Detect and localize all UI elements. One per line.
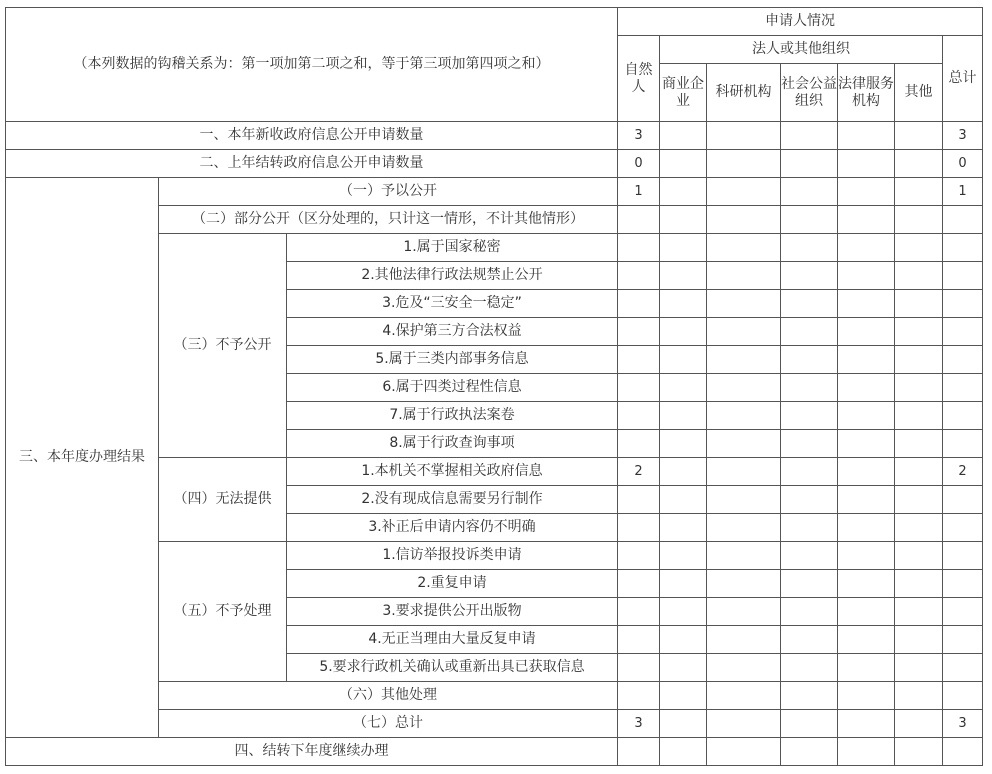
row-label: 1.属于国家秘密: [287, 234, 618, 262]
cell-business: [660, 514, 707, 542]
cell-social: [781, 598, 838, 626]
table-row: [6, 122, 983, 150]
cell-natural-person: 3: [618, 710, 660, 738]
cell-legal-service: [838, 654, 895, 682]
cell-legal-service: [838, 626, 895, 654]
cell-business: [660, 710, 707, 738]
cell-business: [660, 402, 707, 430]
cell-other: [895, 486, 943, 514]
cell-other: [895, 206, 943, 234]
cell-social: [781, 458, 838, 486]
cell-research: [707, 430, 781, 458]
cell-research: [707, 542, 781, 570]
cell-legal-service: [838, 122, 895, 150]
cell-legal-service: [838, 458, 895, 486]
group-label: （四）无法提供: [159, 458, 287, 542]
cell-other: [895, 626, 943, 654]
cell-research: [707, 710, 781, 738]
header-row-1: [6, 8, 983, 36]
cell-total: [943, 486, 983, 514]
cell-legal-service: [838, 738, 895, 766]
cell-research: [707, 598, 781, 626]
cell-legal-service: [838, 234, 895, 262]
cell-natural-person: [618, 654, 660, 682]
cell-business: [660, 430, 707, 458]
cell-social: [781, 178, 838, 206]
cell-other: [895, 654, 943, 682]
cell-natural-person: 0: [618, 150, 660, 178]
cell-legal-service: [838, 206, 895, 234]
cell-social: [781, 262, 838, 290]
cell-business: [660, 318, 707, 346]
cell-total: [943, 206, 983, 234]
cell-legal-service: [838, 374, 895, 402]
cell-social: [781, 570, 838, 598]
cell-social: [781, 654, 838, 682]
cell-legal-service: [838, 430, 895, 458]
cell-research: [707, 318, 781, 346]
cell-natural-person: [618, 570, 660, 598]
cell-total: [943, 374, 983, 402]
row-label: 2.其他法律行政法规禁止公开: [287, 262, 618, 290]
cell-total: [943, 542, 983, 570]
cell-research: [707, 150, 781, 178]
cell-legal-service: [838, 682, 895, 710]
row-label: 4.保护第三方合法权益: [287, 318, 618, 346]
cell-business: [660, 178, 707, 206]
cell-total: [943, 654, 983, 682]
cell-research: [707, 290, 781, 318]
cell-business: [660, 346, 707, 374]
row-label: 3.补正后申请内容仍不明确: [287, 514, 618, 542]
cell-research: [707, 346, 781, 374]
cell-other: [895, 682, 943, 710]
cell-natural-person: 3: [618, 122, 660, 150]
row-label: 1.本机关不掌握相关政府信息: [287, 458, 618, 486]
header-other: 其他: [895, 64, 943, 122]
row-label: 二、上年结转政府信息公开申请数量: [6, 150, 618, 178]
cell-other: [895, 150, 943, 178]
cell-research: [707, 654, 781, 682]
cell-total: 3: [943, 710, 983, 738]
cell-social: [781, 346, 838, 374]
table-row: [6, 150, 983, 178]
row-label: 一、本年新收政府信息公开申请数量: [6, 122, 618, 150]
cell-legal-service: [838, 150, 895, 178]
cell-total: [943, 626, 983, 654]
cell-other: [895, 402, 943, 430]
cell-social: [781, 402, 838, 430]
cell-other: [895, 318, 943, 346]
cell-total: [943, 430, 983, 458]
cell-social: [781, 626, 838, 654]
cell-total: 0: [943, 150, 983, 178]
disclosure-statistics-table: [5, 7, 983, 766]
header-social: 社会公益组织: [781, 64, 838, 122]
cell-research: [707, 486, 781, 514]
row-label: 7.属于行政执法案卷: [287, 402, 618, 430]
cell-natural-person: [618, 290, 660, 318]
cell-research: [707, 262, 781, 290]
cell-total: [943, 514, 983, 542]
row-label: （一）予以公开: [159, 178, 618, 206]
cell-research: [707, 458, 781, 486]
cell-legal-service: [838, 486, 895, 514]
cell-other: [895, 738, 943, 766]
cell-other: [895, 598, 943, 626]
cell-legal-service: [838, 290, 895, 318]
cell-business: [660, 542, 707, 570]
header-research: 科研机构: [707, 64, 781, 122]
cell-legal-service: [838, 178, 895, 206]
cell-research: [707, 178, 781, 206]
cell-business: [660, 626, 707, 654]
cell-business: [660, 570, 707, 598]
table-row: [6, 738, 983, 766]
cell-natural-person: [618, 682, 660, 710]
cell-other: [895, 346, 943, 374]
row-label: 5.属于三类内部事务信息: [287, 346, 618, 374]
cell-total: [943, 738, 983, 766]
cell-business: [660, 682, 707, 710]
header-applicant-situation: 申请人情况: [618, 8, 983, 36]
cell-other: [895, 458, 943, 486]
cell-natural-person: [618, 542, 660, 570]
cell-total: [943, 346, 983, 374]
cell-legal-service: [838, 570, 895, 598]
cell-legal-service: [838, 514, 895, 542]
cell-natural-person: [618, 626, 660, 654]
cell-research: [707, 206, 781, 234]
cell-research: [707, 374, 781, 402]
cell-other: [895, 122, 943, 150]
cell-legal-service: [838, 318, 895, 346]
cell-business: [660, 374, 707, 402]
cell-business: [660, 150, 707, 178]
cell-business: [660, 234, 707, 262]
cell-social: [781, 486, 838, 514]
cell-business: [660, 654, 707, 682]
cell-social: [781, 234, 838, 262]
header-natural-person: 自然人: [618, 36, 660, 122]
cell-legal-service: [838, 402, 895, 430]
cell-natural-person: 2: [618, 458, 660, 486]
cell-total: [943, 262, 983, 290]
cell-business: [660, 486, 707, 514]
cell-social: [781, 374, 838, 402]
cell-natural-person: [618, 234, 660, 262]
header-legal-service: 法律服务机构: [838, 64, 895, 122]
cell-natural-person: [618, 206, 660, 234]
cell-other: [895, 290, 943, 318]
cell-total: [943, 318, 983, 346]
row-label: 5.要求行政机关确认或重新出具已获取信息: [287, 654, 618, 682]
cell-natural-person: [618, 430, 660, 458]
cell-other: [895, 374, 943, 402]
cell-natural-person: [618, 738, 660, 766]
cell-social: [781, 514, 838, 542]
cell-social: [781, 290, 838, 318]
cell-total: 1: [943, 178, 983, 206]
cell-business: [660, 122, 707, 150]
cell-business: [660, 206, 707, 234]
header-business: 商业企业: [660, 64, 707, 122]
section-3-label: 三、本年度办理结果: [6, 178, 159, 738]
cell-natural-person: [618, 598, 660, 626]
cell-other: [895, 234, 943, 262]
row-label: 2.没有现成信息需要另行制作: [287, 486, 618, 514]
cell-total: [943, 570, 983, 598]
cell-business: [660, 458, 707, 486]
cell-business: [660, 738, 707, 766]
header-note: （本列数据的钩稽关系为：第一项加第二项之和，等于第三项加第四项之和）: [6, 8, 618, 122]
cell-total: [943, 402, 983, 430]
group-label: （五）不予处理: [159, 542, 287, 682]
header-total: 总计: [943, 36, 983, 122]
cell-natural-person: [618, 402, 660, 430]
row-label: 4.无正当理由大量反复申请: [287, 626, 618, 654]
cell-social: [781, 122, 838, 150]
cell-legal-service: [838, 262, 895, 290]
row-label: 8.属于行政查询事项: [287, 430, 618, 458]
cell-social: [781, 710, 838, 738]
cell-total: [943, 598, 983, 626]
cell-research: [707, 682, 781, 710]
cell-research: [707, 402, 781, 430]
row-label: 四、结转下年度继续办理: [6, 738, 618, 766]
row-label: 1.信访举报投诉类申请: [287, 542, 618, 570]
row-label: （七）总计: [159, 710, 618, 738]
cell-legal-service: [838, 598, 895, 626]
cell-legal-service: [838, 710, 895, 738]
cell-research: [707, 514, 781, 542]
cell-total: [943, 234, 983, 262]
header-legal-org-group: 法人或其他组织: [660, 36, 943, 64]
cell-social: [781, 150, 838, 178]
cell-social: [781, 318, 838, 346]
cell-total: [943, 290, 983, 318]
cell-natural-person: [618, 262, 660, 290]
cell-legal-service: [838, 346, 895, 374]
cell-social: [781, 542, 838, 570]
group-label: （三）不予公开: [159, 234, 287, 458]
cell-other: [895, 542, 943, 570]
cell-research: [707, 234, 781, 262]
cell-social: [781, 430, 838, 458]
row-label: 6.属于四类过程性信息: [287, 374, 618, 402]
cell-other: [895, 570, 943, 598]
cell-business: [660, 290, 707, 318]
cell-natural-person: [618, 374, 660, 402]
cell-natural-person: [618, 346, 660, 374]
cell-social: [781, 738, 838, 766]
cell-total: 2: [943, 458, 983, 486]
cell-other: [895, 514, 943, 542]
table-row: [6, 178, 983, 206]
cell-total: 3: [943, 122, 983, 150]
cell-research: [707, 626, 781, 654]
cell-legal-service: [838, 542, 895, 570]
row-label: （二）部分公开（区分处理的，只计这一情形，不计其他情形）: [159, 206, 618, 234]
cell-other: [895, 430, 943, 458]
row-label: （六）其他处理: [159, 682, 618, 710]
cell-research: [707, 738, 781, 766]
cell-other: [895, 262, 943, 290]
row-label: 3.危及“三安全一稳定”: [287, 290, 618, 318]
cell-other: [895, 178, 943, 206]
cell-social: [781, 206, 838, 234]
cell-research: [707, 122, 781, 150]
cell-business: [660, 598, 707, 626]
cell-business: [660, 262, 707, 290]
cell-total: [943, 682, 983, 710]
cell-social: [781, 682, 838, 710]
row-label: 3.要求提供公开出版物: [287, 598, 618, 626]
row-label: 2.重复申请: [287, 570, 618, 598]
cell-natural-person: 1: [618, 178, 660, 206]
cell-natural-person: [618, 514, 660, 542]
cell-natural-person: [618, 318, 660, 346]
cell-other: [895, 710, 943, 738]
cell-research: [707, 570, 781, 598]
cell-natural-person: [618, 486, 660, 514]
